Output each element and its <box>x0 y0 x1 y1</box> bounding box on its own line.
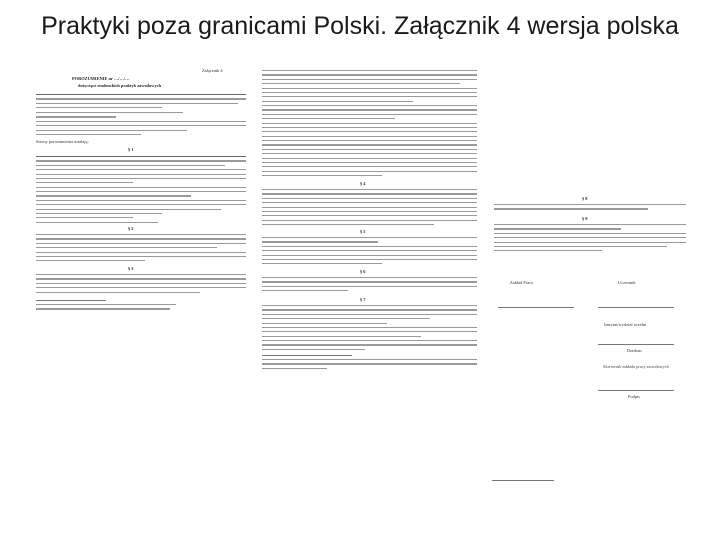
attachment-label: Załącznik 4 <box>202 68 223 73</box>
section-4-heading: § 4 <box>360 181 366 186</box>
section-3-heading: § 3 <box>128 266 134 271</box>
parties-term-label: Strony porozumienia ustalają: <box>36 139 89 144</box>
section-2-heading: § 2 <box>128 226 134 231</box>
signature-line-left <box>498 307 574 308</box>
signature-sign-label: Podpis <box>628 394 640 399</box>
agreement-subheading: dotyczące studenckich praktyk zawodowych <box>78 83 162 88</box>
agreement-heading: POROZUMIENIE nr …/…/… <box>72 76 130 81</box>
document-page-1 <box>28 66 250 366</box>
section-3-text <box>36 274 246 296</box>
section-8-text <box>494 204 686 213</box>
section-7-heading: § 7 <box>360 297 366 302</box>
section-8-heading: § 8 <box>582 196 588 201</box>
section-4-text <box>262 189 477 228</box>
section-6-heading: § 6 <box>360 269 366 274</box>
document-page-3 <box>486 196 692 416</box>
section-1-heading: § 1 <box>128 147 134 152</box>
signature-manager-label: Kierownik zakładu pracy zawodowych <box>603 364 669 369</box>
signature-institute-label: Instytut/wydział uczelni <box>604 322 647 327</box>
intro-paragraph <box>36 94 246 112</box>
signature-line-manager <box>598 390 674 391</box>
signature-line-dean <box>598 344 674 345</box>
footnote-rule <box>36 300 106 301</box>
signature-line-right <box>598 307 674 308</box>
section-1-text <box>36 156 246 226</box>
footnotes <box>36 304 176 313</box>
signature-participant-label: Uczestnik <box>618 280 636 285</box>
section-9-text <box>494 224 686 255</box>
section-2-text <box>36 234 246 265</box>
slide-title: Praktyki poza granicami Polski. Załącznik 4 wersja polska <box>41 12 679 40</box>
section-5-text <box>262 237 477 268</box>
section-5-heading: § 5 <box>360 229 366 234</box>
footnotes-2 <box>262 359 477 372</box>
list-text-top <box>262 70 477 179</box>
page-2-bottom-rule <box>492 480 554 481</box>
section-7-text <box>262 305 477 353</box>
signature-employer-label: Zakład Pracy <box>510 280 534 285</box>
party-lines <box>36 112 246 138</box>
document-page-2 <box>252 66 484 536</box>
section-9-heading: § 9 <box>582 216 588 221</box>
signature-dean-label: Dziekan <box>627 348 642 353</box>
footnote-rule-2 <box>262 355 352 356</box>
section-6-text <box>262 277 477 295</box>
